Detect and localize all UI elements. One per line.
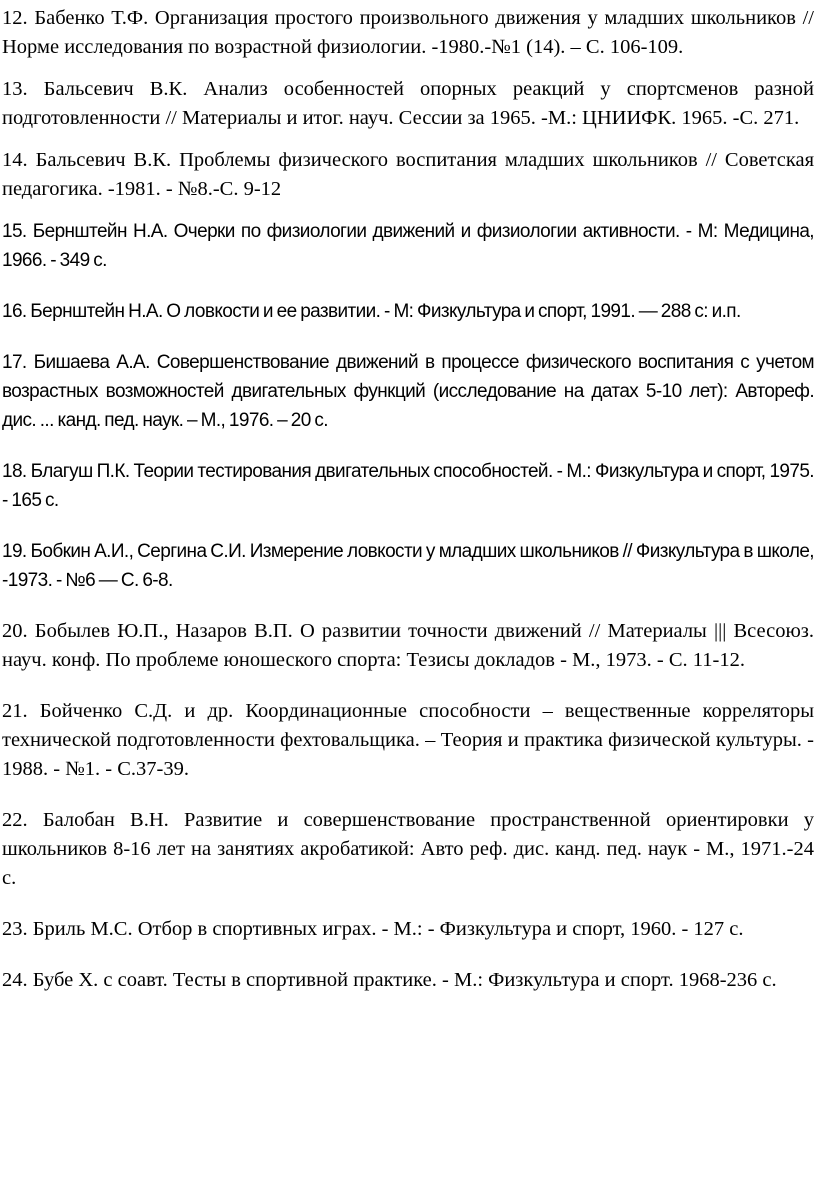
reference-item-18: 18. Благуш П.К. Теории тестирования двигательных способностей. - М.: Физкультура и спорт, 1975. - 165 с. bbox=[2, 461, 814, 511]
reference-item-24: 24. Бубе Х. с соавт. Тесты в спортивной практике. - М.: Физкультура и спорт. 1968-236 с. bbox=[2, 969, 777, 991]
reference-item-16: 16. Бернштейн Н.А. О ловкости и ее развитии. - М: Физкультура и спорт, 1991. — 288 с: и.п. bbox=[2, 301, 741, 322]
reference-item-15: 15. Бернштейн Н.А. Очерки по физиологии движений и физиологии активности. - М: Медицина, 1966. - 349 с. bbox=[2, 221, 814, 271]
reference-item-20: 20. Бобылев Ю.П., Назаров В.П. О развитии точности движений // Материалы ||| Всесоюз. науч. конф. По проблеме юношеского спорта: Тезисы докладов - М., 1973. - С. 11-12. bbox=[2, 620, 814, 671]
reference-item-22: 22. Балобан В.Н. Развитие и совершенствование пространственной ориентировки у школьников 8-16 лет на занятиях акробатикой: Авто реф. дис. канд. пед. наук - М., 1971.-24 с. bbox=[2, 809, 814, 889]
reference-item-23: 23. Бриль М.С. Отбор в спортивных играх. - М.: - Физкультура и спорт, 1960. - 127 с. bbox=[2, 918, 744, 940]
reference-item-19: 19. Бобкин А.И., Сергина С.И. Измерение ловкости у младших школьников // Физкультура в школе, -1973. - №6 — С. 6-8. bbox=[2, 541, 814, 591]
reference-item-12: 12. Бабенко Т.Ф. Организация простого произвольного движения у младших школьников // Норме исследования по возрастной физиологии. -1980.-№1 (14). – С. 106-109. bbox=[2, 7, 814, 58]
reference-item-17: 17. Бишаева А.А. Совершенствование движений в процессе физического воспитания с учетом возрастных возможностей двигательных функций (исследование на датах 5-10 лет): Автореф. дис. ... канд. пед. наук. – М., 1976. – 20 с. bbox=[2, 352, 814, 431]
reference-item-13: 13. Бальсевич В.К. Анализ особенностей опорных реакций у спортсменов разной подготовленности // Материалы и итог. науч. Сессии за 1965. -М.: ЦНИИФК. 1965. -С. 271. bbox=[2, 78, 814, 129]
reference-item-21: 21. Бойченко С.Д. и др. Координационные способности – вещественные корреляторы технической подготовленности фехтовальщика. – Теория и практика физической культуры. - 1988. - №1. - С.37-39. bbox=[2, 700, 814, 780]
reference-item-14: 14. Бальсевич В.К. Проблемы физического воспитания младших школьников // Советская педагогика. -1981. - №8.-С. 9-12 bbox=[2, 149, 814, 200]
